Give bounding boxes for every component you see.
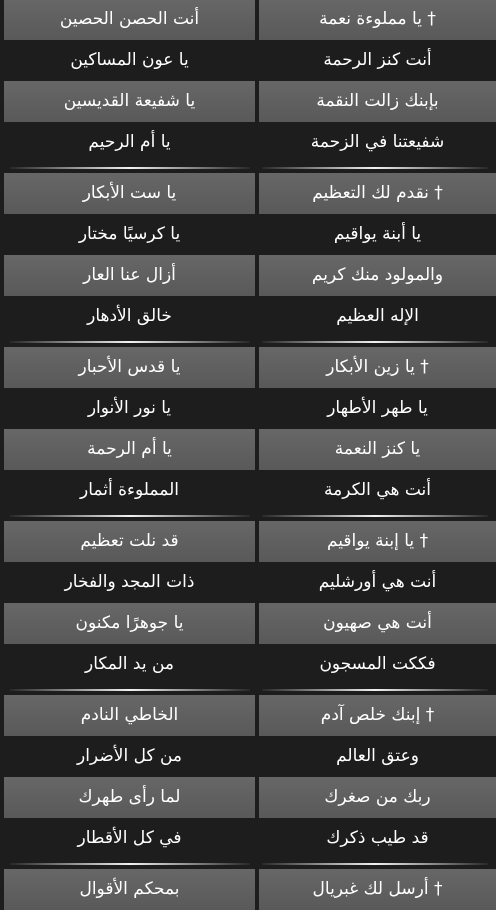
verse-row bbox=[0, 214, 496, 255]
verse-row bbox=[0, 470, 496, 511]
verse-first-half: يا أبنة يواقيم bbox=[333, 224, 422, 244]
verse-row bbox=[0, 173, 496, 214]
verse-second-half: يا ست الأبكار bbox=[4, 173, 255, 214]
verse-first-half: يا طهر الأطهار bbox=[327, 398, 428, 418]
verse-first-half: أنت هي صهيون bbox=[259, 603, 496, 644]
verse-first-half: فككت المسجون bbox=[319, 654, 436, 674]
verse-second-half: يا نور الأنوار bbox=[87, 398, 172, 418]
verse-row bbox=[0, 40, 496, 81]
verse-second-half: خالق الأدهار bbox=[87, 306, 172, 326]
verse-second-half: يا قدس الأحبار bbox=[4, 347, 255, 388]
verse-second-half: أنت الحصن الحصين bbox=[4, 0, 255, 40]
verse-row bbox=[0, 562, 496, 603]
stanza-divider bbox=[0, 511, 496, 521]
verse-first-half: قد طيب ذكرك bbox=[326, 828, 429, 848]
verse-row bbox=[0, 429, 496, 470]
verse-row bbox=[0, 869, 496, 910]
verse-second-half: المملوءة أثمار bbox=[80, 480, 179, 500]
verse-second-half: يا عون المساكين bbox=[70, 50, 189, 70]
verse-row bbox=[0, 695, 496, 736]
verse-first-half: † يا زين الأبكار bbox=[259, 347, 496, 388]
verse-second-half: أزال عنا العار bbox=[4, 255, 255, 296]
verse-second-half: لما رأى طهرك bbox=[4, 777, 255, 818]
verse-second-half: ذات المجد والفخار bbox=[64, 572, 195, 592]
verse-row bbox=[0, 603, 496, 644]
verse-first-half: أنت كنز الرحمة bbox=[323, 50, 432, 70]
verse-first-half: شفيعتنا في الزحمة bbox=[310, 132, 445, 152]
verse-second-half: يا كرسيًا مختار bbox=[78, 224, 181, 244]
verse-row bbox=[0, 388, 496, 429]
verse-second-half: الخاطي النادم bbox=[4, 695, 255, 736]
stanza-divider bbox=[0, 337, 496, 347]
verse-row bbox=[0, 0, 496, 40]
verse-row bbox=[0, 818, 496, 859]
verse-first-half: † يا مملوءة نعمة bbox=[259, 0, 496, 40]
verse-row bbox=[0, 644, 496, 685]
stanza-divider bbox=[0, 685, 496, 695]
verse-second-half: يا شفيعة القديسين bbox=[4, 81, 255, 122]
verse-first-half: يا كنز النعمة bbox=[259, 429, 496, 470]
verse-row bbox=[0, 736, 496, 777]
verse-row bbox=[0, 777, 496, 818]
verse-first-half: ربك من صغرك bbox=[259, 777, 496, 818]
verse-first-half: أنت هي أورشليم bbox=[318, 572, 437, 592]
verse-first-half: † أرسل لك غبريال bbox=[259, 869, 496, 910]
verse-row bbox=[0, 521, 496, 562]
verse-first-half: الإله العظيم bbox=[336, 306, 419, 326]
verse-row bbox=[0, 347, 496, 388]
verse-row bbox=[0, 255, 496, 296]
verse-second-half: في كل الأقطار bbox=[77, 828, 182, 848]
verse-first-half: أنت هي الكرمة bbox=[324, 480, 431, 500]
verse-first-half: والمولود منك كريم bbox=[259, 255, 496, 296]
verse-second-half: يا أم الرحيم bbox=[88, 132, 171, 152]
verse-second-half: قد نلت تعظيم bbox=[4, 521, 255, 562]
verse-row bbox=[0, 81, 496, 122]
verse-second-half: من كل الأضرار bbox=[77, 746, 182, 766]
verse-row bbox=[0, 296, 496, 337]
verse-first-half: بإبنك زالت النقمة bbox=[259, 81, 496, 122]
stanza-divider bbox=[0, 859, 496, 869]
verse-second-half: يا جوهرًا مكنون bbox=[4, 603, 255, 644]
verse-second-half: يا أم الرحمة bbox=[4, 429, 255, 470]
verse-first-half: † يا إبنة يواقيم bbox=[259, 521, 496, 562]
stanza-divider bbox=[0, 163, 496, 173]
verse-first-half: † نقدم لك التعظيم bbox=[259, 173, 496, 214]
verse-second-half: من يد المكار bbox=[84, 654, 175, 674]
verse-row bbox=[0, 122, 496, 163]
verse-second-half: بمحكم الأقوال bbox=[4, 869, 255, 910]
verse-first-half: وعتق العالم bbox=[336, 746, 419, 766]
verse-first-half: † إبنك خلص آدم bbox=[259, 695, 496, 736]
